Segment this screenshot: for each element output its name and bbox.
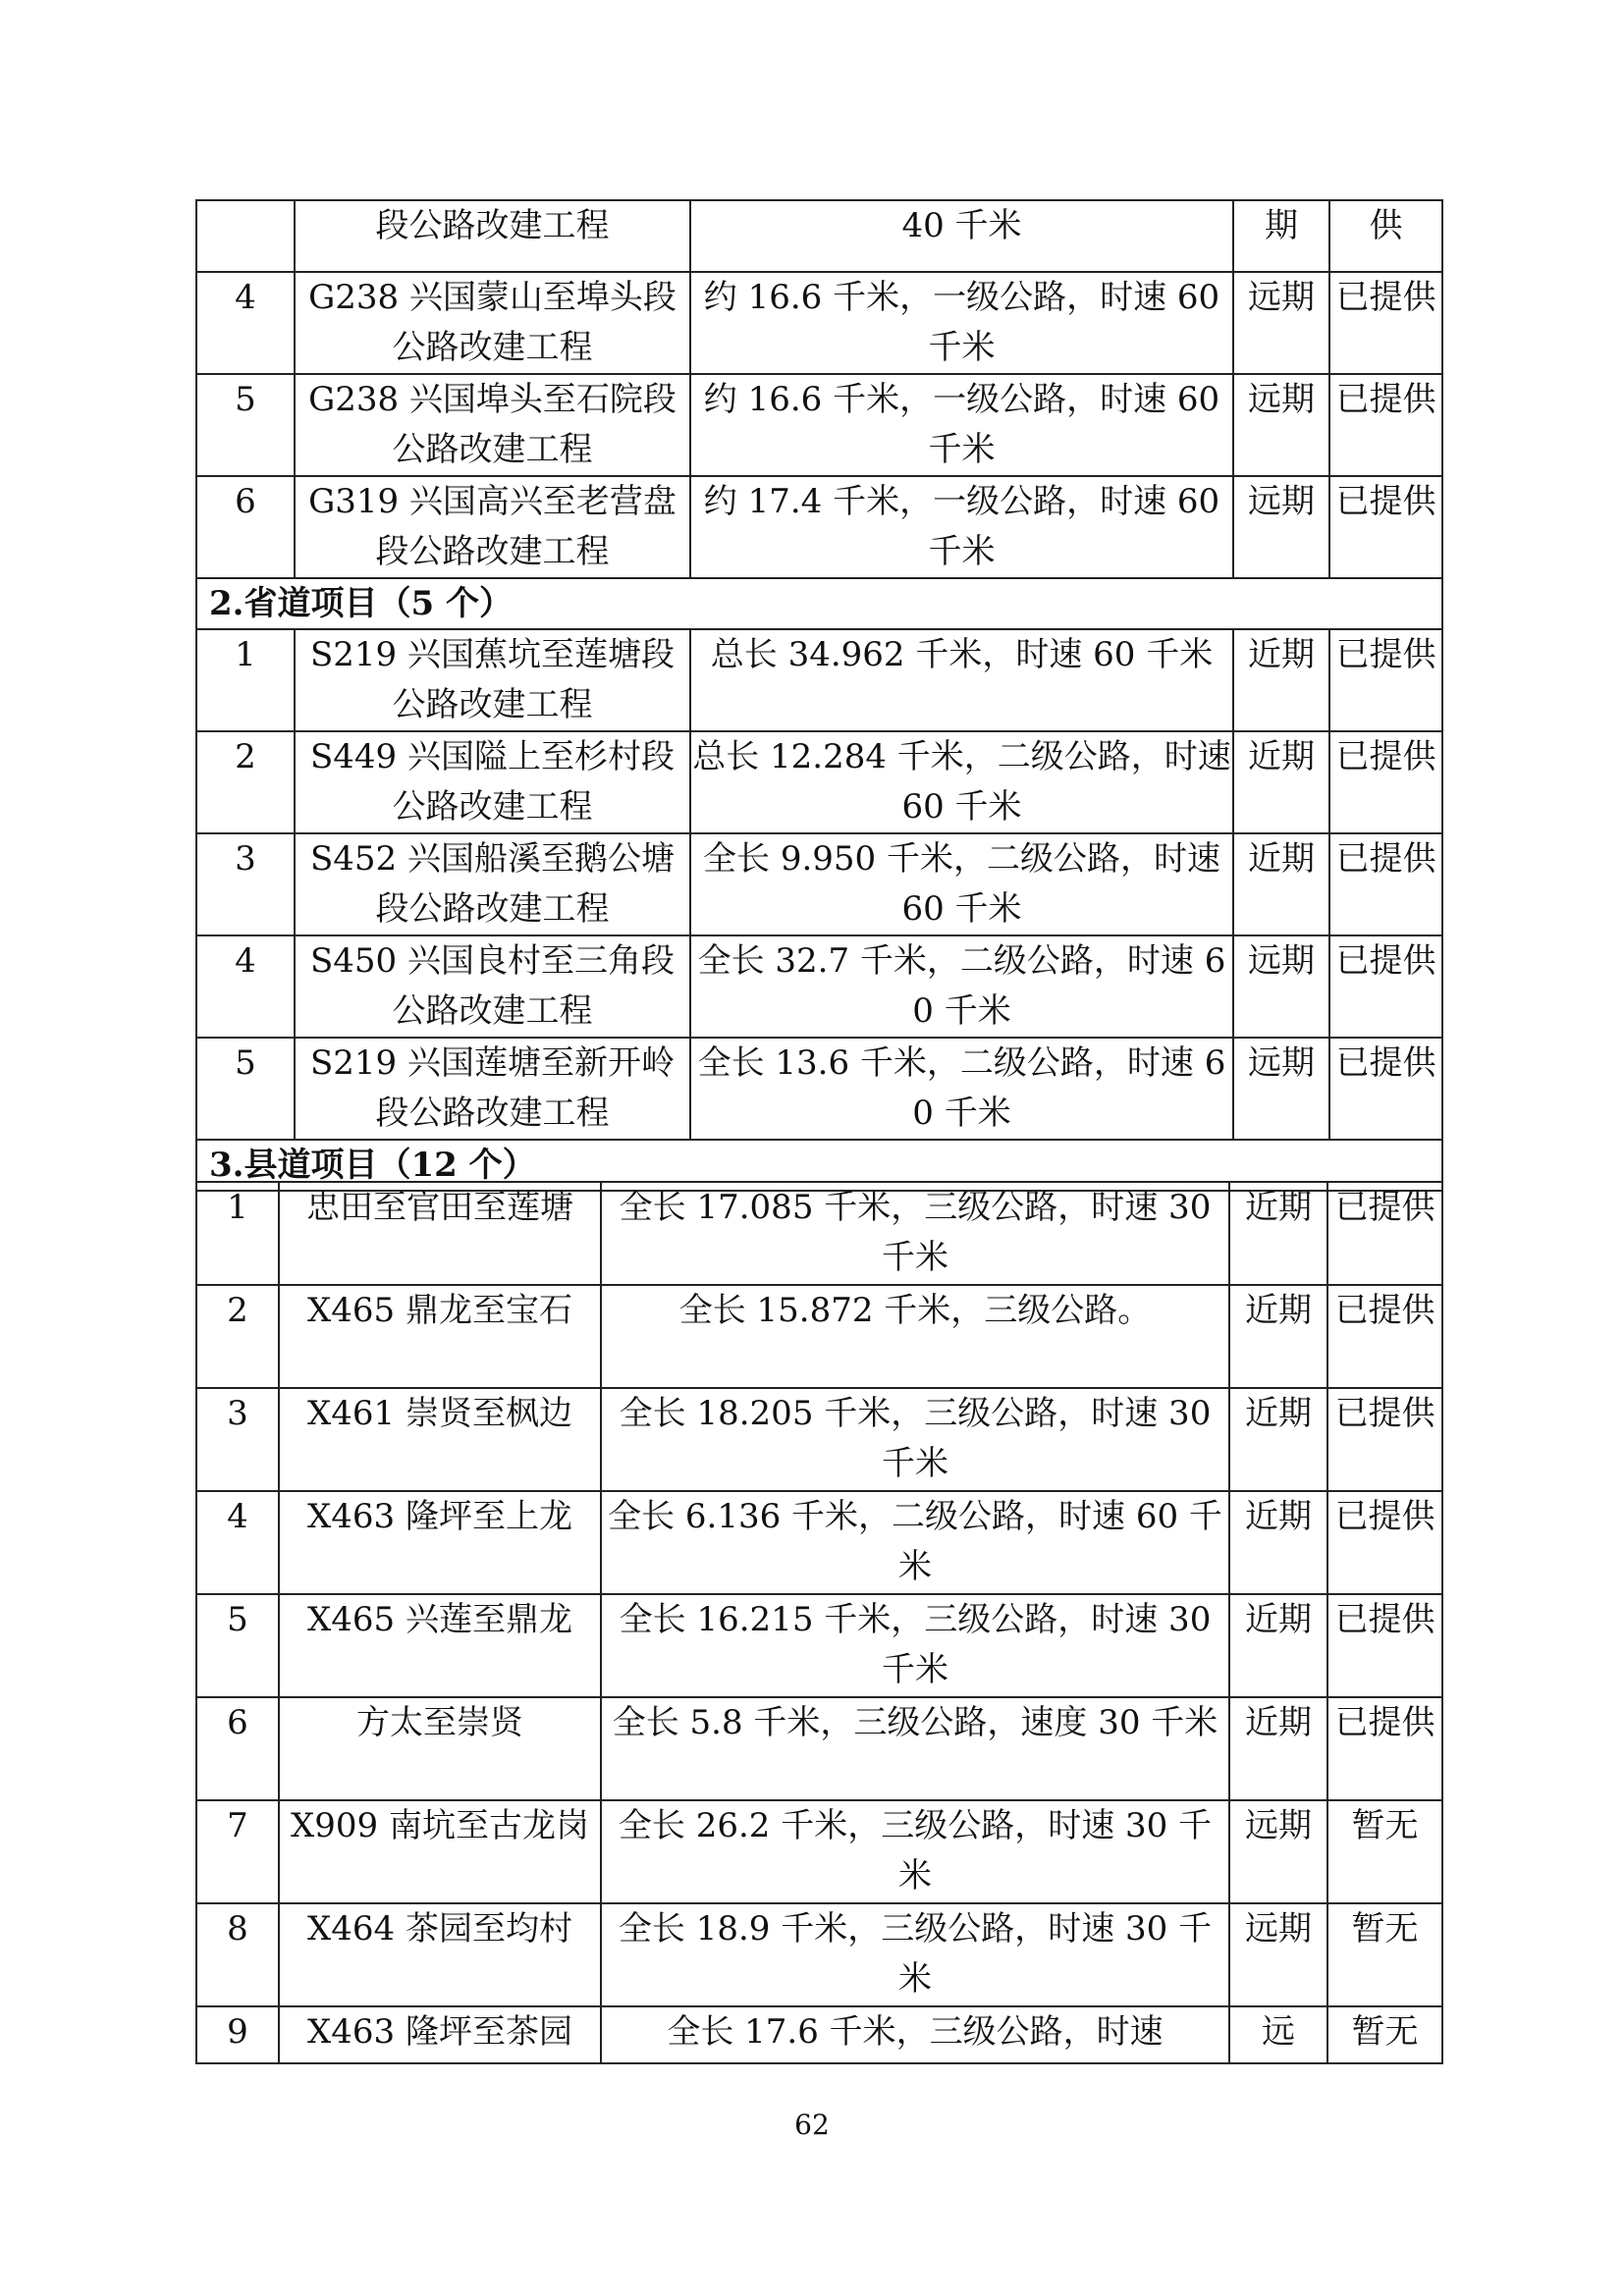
status-cell: 已提供 — [1329, 476, 1442, 578]
road-project-table-county — [195, 1181, 1443, 2064]
project-name-cell: X909 南坑至古龙岗 — [279, 1800, 601, 1903]
status-cell: 暂无 — [1327, 1903, 1442, 2006]
status-cell: 已提供 — [1327, 1388, 1442, 1491]
table-row — [196, 731, 1442, 833]
period-cell: 近期 — [1233, 833, 1329, 935]
period-cell: 近期 — [1229, 1594, 1327, 1697]
status-cell: 已提供 — [1327, 1594, 1442, 1697]
table-row — [196, 374, 1442, 476]
table-row — [196, 629, 1442, 731]
project-name-cell: X461 崇贤至枫边 — [279, 1388, 601, 1491]
table-row — [196, 1903, 1442, 2006]
table-row — [196, 1800, 1442, 1903]
period-cell: 近期 — [1229, 1182, 1327, 1285]
period-cell: 远 — [1229, 2006, 1327, 2063]
status-cell: 已提供 — [1329, 272, 1442, 374]
period-cell: 近期 — [1229, 1491, 1327, 1594]
status-cell: 暂无 — [1327, 2006, 1442, 2063]
project-description-cell: 全长 16.215 千米，三级公路，时速 30 千米 — [601, 1594, 1229, 1697]
table-row — [196, 272, 1442, 374]
row-number-cell: 9 — [196, 2006, 279, 2063]
row-number-cell: 1 — [196, 1182, 279, 1285]
period-cell: 期 — [1233, 200, 1329, 272]
project-description-cell: 全长 32.7 千米，二级公路，时速 60 千米 — [690, 935, 1233, 1038]
period-cell: 近期 — [1229, 1697, 1327, 1800]
project-description-cell: 总长 34.962 千米，时速 60 千米 — [690, 629, 1233, 731]
period-cell: 近期 — [1229, 1285, 1327, 1388]
table-row — [196, 1182, 1442, 1285]
period-cell: 远期 — [1233, 476, 1329, 578]
table-row — [196, 1285, 1442, 1388]
project-name-cell: S219 兴国莲塘至新开岭段公路改建工程 — [295, 1038, 690, 1140]
project-description-cell: 全长 17.085 千米，三级公路，时速 30 千米 — [601, 1182, 1229, 1285]
status-cell: 已提供 — [1329, 935, 1442, 1038]
row-number-cell: 7 — [196, 1800, 279, 1903]
project-description-cell: 40 千米 — [690, 200, 1233, 272]
row-number-cell: 1 — [196, 629, 295, 731]
period-cell: 近期 — [1229, 1388, 1327, 1491]
row-number-cell — [196, 200, 295, 272]
row-number-cell: 6 — [196, 476, 295, 578]
project-description-cell: 全长 15.872 千米，三级公路。 — [601, 1285, 1229, 1388]
project-name-cell: S449 兴国隘上至杉村段公路改建工程 — [295, 731, 690, 833]
table-row — [196, 1491, 1442, 1594]
project-description-cell: 全长 18.9 千米，三级公路，时速 30 千米 — [601, 1903, 1229, 2006]
period-cell: 近期 — [1233, 629, 1329, 731]
period-cell: 远期 — [1233, 272, 1329, 374]
row-number-cell: 3 — [196, 833, 295, 935]
status-cell: 暂无 — [1327, 1800, 1442, 1903]
row-number-cell: 5 — [196, 374, 295, 476]
status-cell: 已提供 — [1329, 374, 1442, 476]
project-name-cell: X464 茶园至均村 — [279, 1903, 601, 2006]
table-row — [196, 1038, 1442, 1140]
table-row — [196, 833, 1442, 935]
period-cell: 近期 — [1233, 731, 1329, 833]
status-cell: 已提供 — [1329, 629, 1442, 731]
row-number-cell: 5 — [196, 1594, 279, 1697]
project-name-cell: 段公路改建工程 — [295, 200, 690, 272]
row-number-cell: 8 — [196, 1903, 279, 2006]
project-description-cell: 全长 6.136 千米，二级公路，时速 60 千米 — [601, 1491, 1229, 1594]
period-cell: 远期 — [1233, 374, 1329, 476]
section-row — [196, 578, 1442, 629]
project-description-cell: 全长 13.6 千米，二级公路，时速 60 千米 — [690, 1038, 1233, 1140]
row-number-cell: 6 — [196, 1697, 279, 1800]
project-description-cell: 约 16.6 千米，一级公路，时速 60 千米 — [690, 374, 1233, 476]
period-cell: 远期 — [1233, 1038, 1329, 1140]
project-name-cell: G319 兴国高兴至老营盘段公路改建工程 — [295, 476, 690, 578]
table-row — [196, 935, 1442, 1038]
table-row — [196, 1594, 1442, 1697]
project-description-cell: 全长 17.6 千米，三级公路，时速 — [601, 2006, 1229, 2063]
project-description-cell: 全长 26.2 千米，三级公路，时速 30 千米 — [601, 1800, 1229, 1903]
table-row — [196, 1697, 1442, 1800]
status-cell: 已提供 — [1327, 1491, 1442, 1594]
row-number-cell: 2 — [196, 1285, 279, 1388]
project-description-cell: 约 16.6 千米，一级公路，时速 60 千米 — [690, 272, 1233, 374]
project-name-cell: S452 兴国船溪至鹅公塘段公路改建工程 — [295, 833, 690, 935]
project-name-cell: X463 隆坪至茶园 — [279, 2006, 601, 2063]
table-row — [196, 476, 1442, 578]
project-description-cell: 全长 18.205 千米，三级公路，时速 30 千米 — [601, 1388, 1229, 1491]
status-cell: 已提供 — [1327, 1285, 1442, 1388]
project-description-cell: 全长 9.950 千米，二级公路，时速 60 千米 — [690, 833, 1233, 935]
project-name-cell: 方太至崇贤 — [279, 1697, 601, 1800]
status-cell: 已提供 — [1329, 1038, 1442, 1140]
period-cell: 远期 — [1233, 935, 1329, 1038]
row-number-cell: 2 — [196, 731, 295, 833]
project-name-cell: S219 兴国蕉坑至莲塘段公路改建工程 — [295, 629, 690, 731]
project-description-cell: 全长 5.8 千米，三级公路，速度 30 千米 — [601, 1697, 1229, 1800]
row-number-cell: 4 — [196, 935, 295, 1038]
status-cell: 供 — [1329, 200, 1442, 272]
status-cell: 已提供 — [1329, 833, 1442, 935]
project-name-cell: S450 兴国良村至三角段公路改建工程 — [295, 935, 690, 1038]
status-cell: 已提供 — [1327, 1182, 1442, 1285]
status-cell: 已提供 — [1329, 731, 1442, 833]
row-number-cell: 4 — [196, 1491, 279, 1594]
project-name-cell: X463 隆坪至上龙 — [279, 1491, 601, 1594]
project-name-cell: 忠田至官田至莲塘 — [279, 1182, 601, 1285]
section-heading-provincial: 2.省道项目（5 个） — [196, 578, 1442, 629]
project-name-cell: G238 兴国蒙山至埠头段公路改建工程 — [295, 272, 690, 374]
table-row — [196, 1388, 1442, 1491]
table-row — [196, 200, 1442, 272]
period-cell: 远期 — [1229, 1800, 1327, 1903]
road-project-table-upper — [195, 199, 1443, 1192]
table-row — [196, 2006, 1442, 2063]
project-name-cell: G238 兴国埠头至石院段公路改建工程 — [295, 374, 690, 476]
period-cell: 远期 — [1229, 1903, 1327, 2006]
project-description-cell: 约 17.4 千米，一级公路，时速 60 千米 — [690, 476, 1233, 578]
project-description-cell: 总长 12.284 千米，二级公路，时速 60 千米 — [690, 731, 1233, 833]
project-name-cell: X465 鼎龙至宝石 — [279, 1285, 601, 1388]
section-heading-county: 3.县道项目（12 个） — [196, 1140, 1442, 1191]
row-number-cell: 4 — [196, 272, 295, 374]
page-number: 62 — [794, 2109, 830, 2141]
status-cell: 已提供 — [1327, 1697, 1442, 1800]
row-number-cell: 3 — [196, 1388, 279, 1491]
row-number-cell: 5 — [196, 1038, 295, 1140]
project-name-cell: X465 兴莲至鼎龙 — [279, 1594, 601, 1697]
